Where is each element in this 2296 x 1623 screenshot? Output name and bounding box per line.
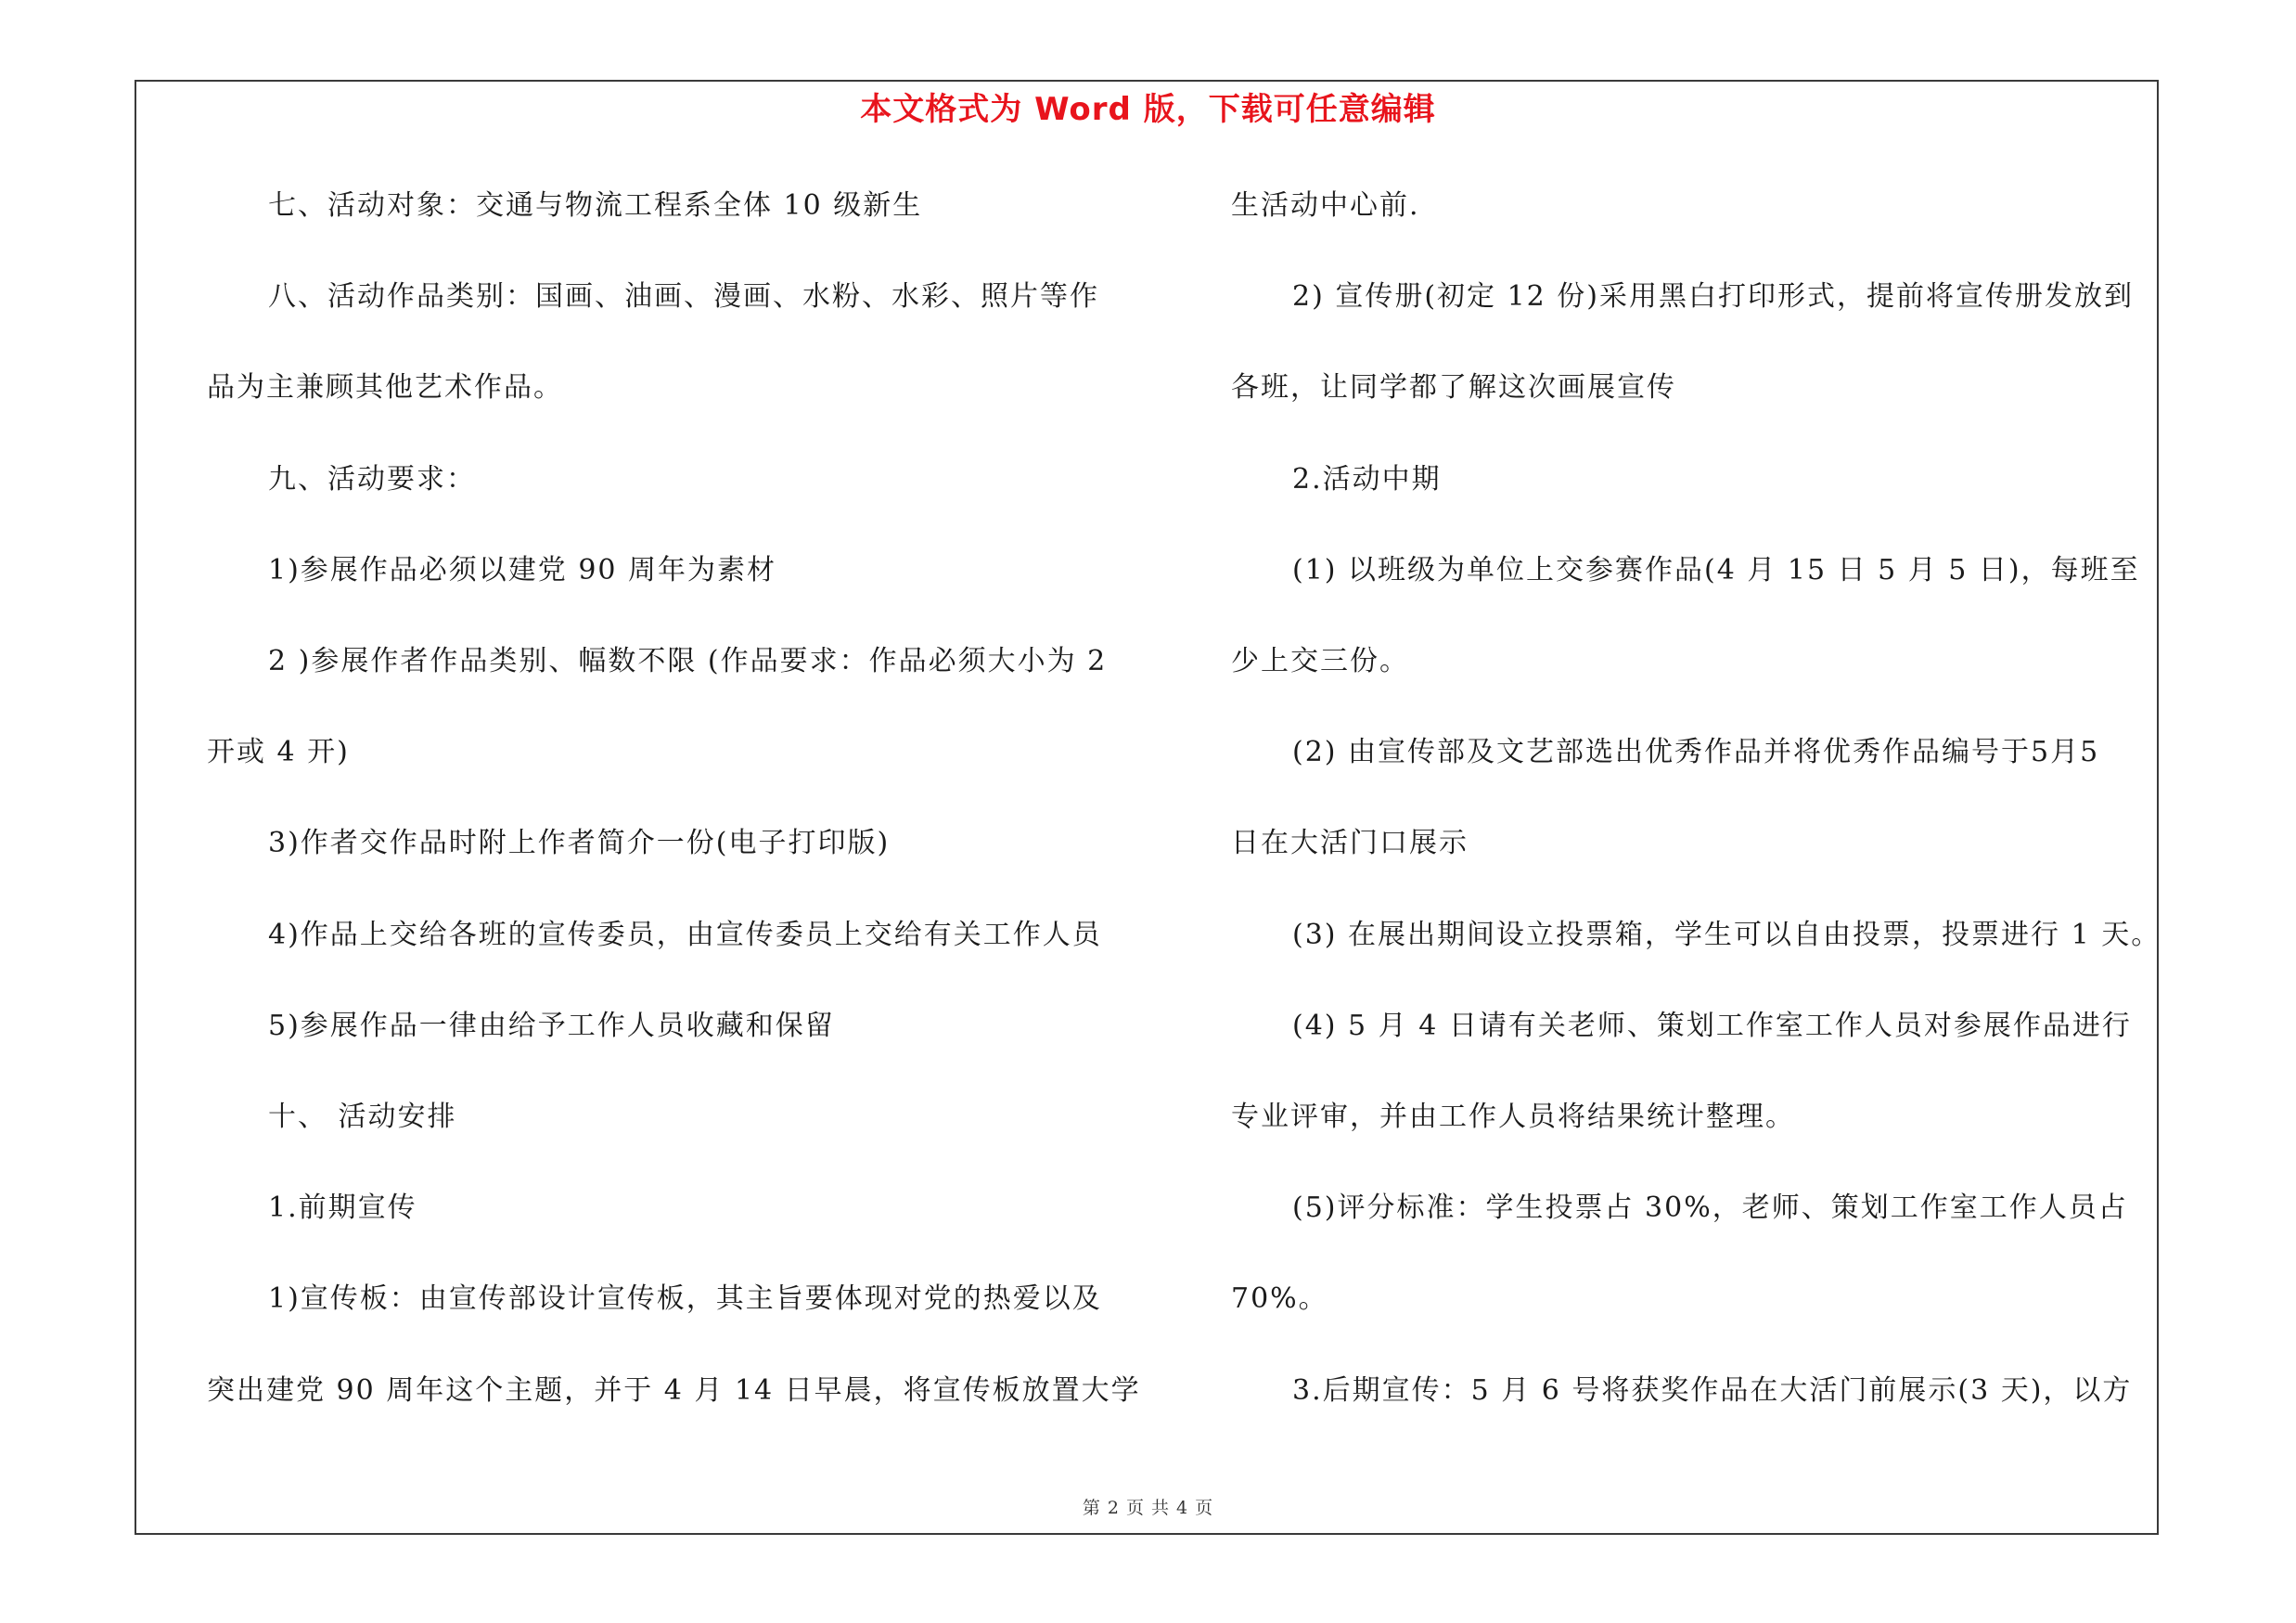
text-line: 70%。 bbox=[1231, 1282, 1328, 1316]
text-line: 突出建党 90 周年这个主题，并于 4 月 14 日早晨，将宣传板放置大学 bbox=[207, 1373, 1141, 1407]
text-line: 品为主兼顾其他艺术作品。 bbox=[207, 371, 563, 405]
text-line: 日在大活门口展示 bbox=[1231, 827, 1469, 860]
text-line: (1) 以班级为单位上交参赛作品(4 月 15 日 5 月 5 日)，每班至 bbox=[1292, 553, 2140, 586]
text-line: 3)作者交作品时附上作者简介一份(电子打印版) bbox=[268, 827, 891, 860]
text-line: 十、 活动安排 bbox=[268, 1101, 457, 1133]
text-line: 开或 4 开) bbox=[207, 736, 350, 769]
format-notice-banner: 本文格式为 Word 版，下载可任意编辑 bbox=[860, 91, 1436, 128]
text-line: 1)宣传板：由宣传部设计宣传板，其主旨要体现对党的热爱以及 bbox=[268, 1282, 1102, 1316]
text-line: 专业评审，并由工作人员将结果统计整理。 bbox=[1231, 1101, 1795, 1133]
text-line: 2 )参展作者作品类别、幅数不限 (作品要求：作品必须大小为 2 bbox=[268, 645, 1108, 677]
text-line: 九、活动要求： bbox=[268, 462, 476, 496]
text-line: (2) 由宣传部及文艺部选出优秀作品并将优秀作品编号于5月5 bbox=[1292, 736, 2100, 769]
text-line: 2) 宣传册(初定 12 份)采用黑白打印形式，提前将宣传册发放到 bbox=[1292, 280, 2134, 314]
text-line: 1)参展作品必须以建党 90 周年为素材 bbox=[268, 553, 777, 586]
text-line: 2.活动中期 bbox=[1292, 462, 1442, 496]
text-line: 3.后期宣传：5 月 6 号将获奖作品在大活门前展示(3 天)，以方 bbox=[1292, 1373, 2133, 1407]
text-line: 七、活动对象：交通与物流工程系全体 10 级新生 bbox=[268, 189, 923, 222]
text-line: 4)作品上交给各班的宣传委员，由宣传委员上交给有关工作人员 bbox=[268, 918, 1102, 951]
page-number-footer: 第 2 页 共 4 页 bbox=[1082, 1498, 1214, 1518]
text-line: (3) 在展出期间设立投票箱，学生可以自由投票，投票进行 1 天。 bbox=[1292, 918, 2161, 951]
text-line: (4) 5 月 4 日请有关老师、策划工作室工作人员对参展作品进行 bbox=[1292, 1009, 2132, 1042]
text-line: 5)参展作品一律由给予工作人员收藏和保留 bbox=[268, 1009, 835, 1042]
text-line: (5)评分标准：学生投票占 30%，老师、策划工作室工作人员占 bbox=[1292, 1191, 2128, 1225]
text-line: 1.前期宣传 bbox=[268, 1191, 417, 1225]
text-line: 生活动中心前. bbox=[1231, 189, 1420, 222]
text-line: 各班，让同学都了解这次画展宣传 bbox=[1231, 371, 1676, 405]
text-line: 八、活动作品类别：国画、油画、漫画、水粉、水彩、照片等作 bbox=[268, 280, 1099, 314]
text-line: 少上交三份。 bbox=[1231, 645, 1409, 677]
